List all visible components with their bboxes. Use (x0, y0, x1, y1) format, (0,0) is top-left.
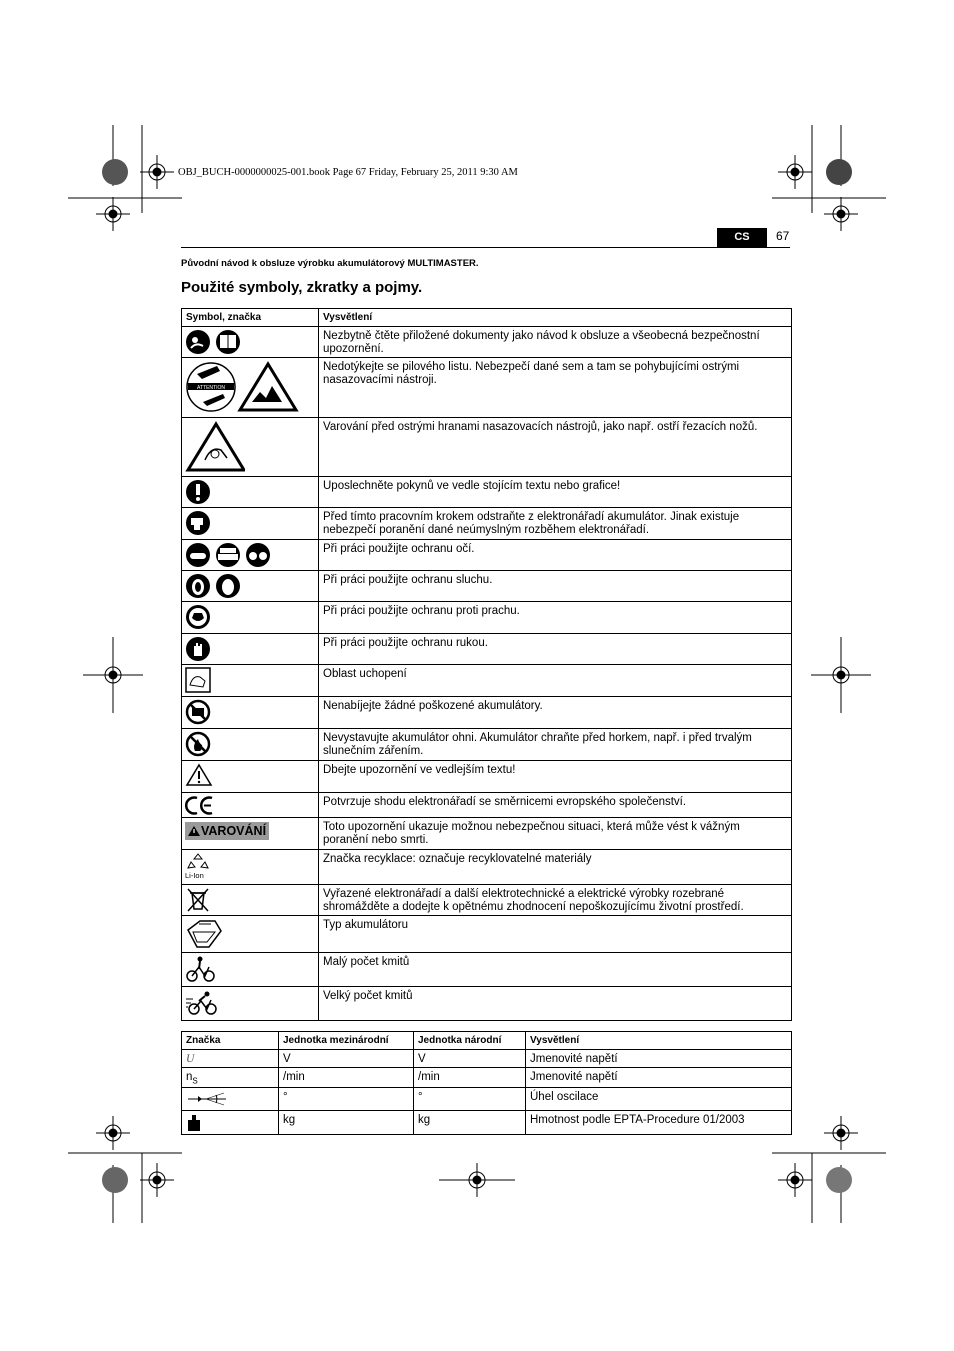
symbol-row (182, 818, 792, 850)
unit-symbol (182, 1068, 279, 1088)
symbols-table (181, 308, 792, 1021)
sharp-edges-warning-icon (185, 420, 245, 474)
recycling-label: Li-Ion (185, 871, 204, 880)
unit-international: /min (279, 1068, 414, 1088)
symbol-row (182, 508, 792, 540)
unit-symbol-main: n (186, 1071, 193, 1083)
symbol-description: Při práci použijte ochranu sluchu. (319, 571, 792, 602)
symbol-row (182, 953, 792, 987)
symbol-row (182, 477, 792, 508)
symbol-row (182, 665, 792, 697)
unit-national: /min (414, 1068, 526, 1088)
units-table-header (182, 1032, 792, 1050)
instruction-icon (185, 479, 211, 505)
unit-international: V (279, 1050, 414, 1068)
book-header: OBJ_BUCH-0000000025-001.book Page 67 Friday, February 25, 2011 9:30 AM (178, 167, 518, 178)
symbol-row (182, 729, 792, 761)
symbol-description: Před tímto pracovním krokem odstraňte z elektronářadí akumulátor. Jinak existuje nebezpečí poranění dané neúmyslným rozběhem elektronářadí. (319, 508, 792, 540)
unit-row (182, 1050, 792, 1068)
symbol-description: Značka recyklace: označuje recyklovatelné materiály (319, 850, 792, 885)
symbol-description: Nedotýkejte se pilového listu. Nebezpečí dané sem a tam se pohybujícími ostrými nasazovacími nástroji. (319, 358, 792, 418)
symbol-row (182, 916, 792, 953)
recycling-icon (185, 852, 211, 872)
symbol-description: Oblast uchopení (319, 665, 792, 697)
unit-description: Úhel oscilace (526, 1088, 792, 1111)
unit-national: kg (414, 1111, 526, 1135)
symbol-description: Velký počet kmitů (319, 987, 792, 1021)
symbol-row (182, 634, 792, 665)
crossed-bin-icon (185, 887, 211, 913)
symbol-description: Varování před ostrými hranami nasazovacích nástrojů, jako např. ostří řezacích nožů. (319, 418, 792, 477)
unit-row (182, 1068, 792, 1088)
battery-pack-icon (185, 918, 223, 950)
symbol-row (182, 327, 792, 358)
symbol-description: Vyřazené elektronářadí a další elektrotechnické a elektrické výrobky rozebrané shromážděte a dodejte k opětnému zhodnocení nepoškozujícímu životní prostředí. (319, 885, 792, 916)
hand-protection-icon (185, 636, 211, 662)
symbol-description: Typ akumulátoru (319, 916, 792, 953)
symbols-table-header (182, 309, 792, 327)
header-rule (181, 247, 790, 248)
unit-international: kg (279, 1111, 414, 1135)
symbol-row (182, 358, 792, 418)
symbol-description: Malý počet kmitů (319, 953, 792, 987)
unit-symbol: U (182, 1050, 279, 1068)
unit-row (182, 1088, 792, 1111)
language-badge: CS (717, 228, 767, 247)
document-subtitle: Původní návod k obsluze výrobku akumulátorový MULTIMASTER. (181, 258, 479, 269)
remove-battery-icon (185, 510, 211, 536)
column-header-description: Vysvětlení (526, 1032, 792, 1050)
column-header-international-unit: Jednotka mezinárodní (279, 1032, 414, 1050)
symbol-row (182, 418, 792, 477)
symbol-row (182, 885, 792, 916)
warning-label-text: VAROVÁNÍ (201, 824, 267, 838)
no-damaged-battery-icon (185, 699, 211, 725)
symbol-description: Při práci použijte ochranu proti prachu. (319, 602, 792, 634)
unit-description: Jmenovité napětí (526, 1050, 792, 1068)
unit-symbol-sub: S (192, 1076, 198, 1086)
symbol-row (182, 697, 792, 729)
section-heading: Použité symboly, zkratky a pojmy. (181, 279, 423, 296)
column-header-national-unit: Jednotka národní (414, 1032, 526, 1050)
symbol-description: Potvrzuje shodu elektronářadí se směrnicemi evropského společenství. (319, 793, 792, 818)
dust-mask-icon (185, 604, 211, 630)
fast-cyclist-icon (185, 989, 219, 1017)
column-header-symbol: Symbol, značka (182, 309, 319, 327)
symbol-description: Nevystavujte akumulátor ohni. Akumulátor chraňte před horkem, např. i před trvalým slunečním zářením. (319, 729, 792, 761)
symbol-description: Při práci použijte ochranu očí. (319, 540, 792, 571)
unit-row (182, 1111, 792, 1135)
weight-icon (186, 1114, 202, 1132)
unit-description: Hmotnost podle EPTA-Procedure 01/2003 (526, 1111, 792, 1135)
symbol-description: Nenabíjejte žádné poškozené akumulátory. (319, 697, 792, 729)
unit-national: V (414, 1050, 526, 1068)
page-number: 67 (776, 229, 790, 243)
ce-mark-icon (185, 795, 215, 815)
unit-national: ° (414, 1088, 526, 1111)
symbol-row (182, 761, 792, 793)
oscillation-angle-icon (186, 1091, 226, 1107)
column-header-description: Vysvětlení (319, 309, 792, 327)
symbol-row (182, 540, 792, 571)
column-header-symbol: Značka (182, 1032, 279, 1050)
no-fire-icon (185, 731, 211, 757)
symbol-description: Při práci použijte ochranu rukou. (319, 634, 792, 665)
symbol-description: Dbejte upozornění ve vedlejším textu! (319, 761, 792, 793)
symbol-row (182, 987, 792, 1021)
symbol-description: Nezbytně čtěte přiložené dokumenty jako návod k obsluze a všeobecná bezpečnostní upozornění. (319, 327, 792, 358)
read-manual-icon (185, 329, 245, 355)
eye-protection-icon (185, 542, 271, 568)
unit-description: Jmenovité napětí (526, 1068, 792, 1088)
slow-cyclist-icon (185, 955, 217, 983)
saw-blade-warning-icon (185, 360, 301, 414)
symbol-row (182, 793, 792, 818)
svg-text:ATTENTION: ATTENTION (197, 385, 225, 391)
ear-protection-icon (185, 573, 243, 599)
warning-triangle-icon (187, 825, 201, 837)
symbol-description: Uposlechněte pokynů ve vedle stojícím textu nebo grafice! (319, 477, 792, 508)
symbol-description: Toto upozornění ukazuje možnou nebezpečnou situaci, která může vést k vážným poranění nebo smrti. (319, 818, 792, 850)
warning-triangle-icon (185, 763, 213, 787)
grip-area-icon (185, 667, 211, 693)
unit-international: ° (279, 1088, 414, 1111)
symbol-row (182, 571, 792, 602)
warning-label-icon (185, 822, 269, 840)
symbol-row (182, 850, 792, 885)
units-table (181, 1031, 792, 1135)
symbol-row (182, 602, 792, 634)
